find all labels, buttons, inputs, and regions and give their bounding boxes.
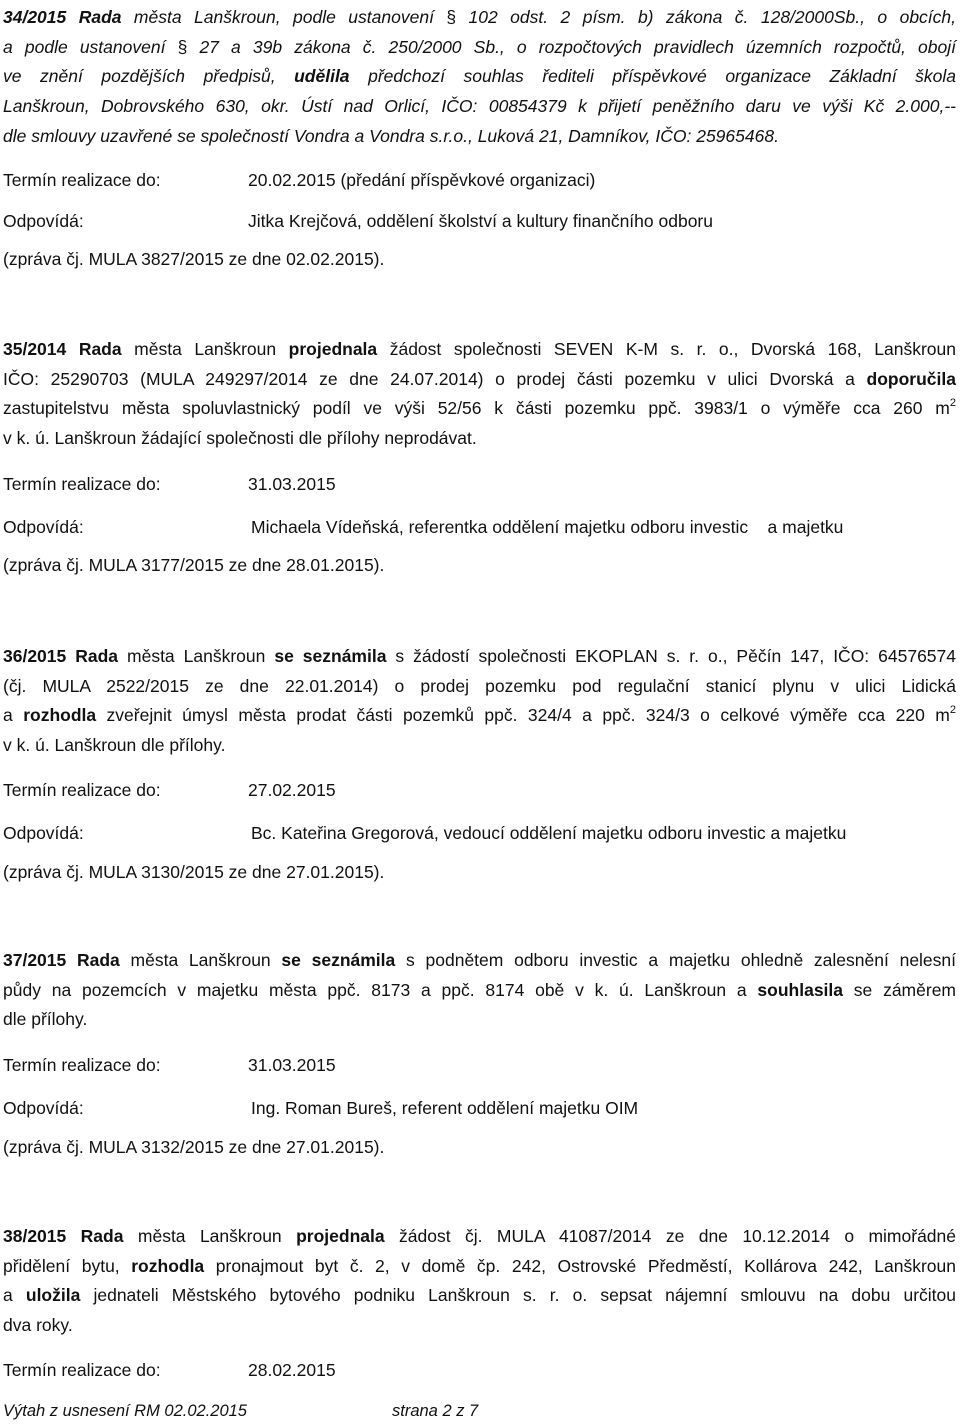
bold-run: 35/2014 Rada [3, 339, 122, 359]
text-run: se záměrem [843, 979, 956, 1000]
text-line [3, 3, 956, 33]
bold-run: uložila [25, 1285, 81, 1306]
responsible-value: Ing. Roman Bureš, referent oddělení majetku OIM [251, 1098, 639, 1118]
resolution-34-text [3, 3, 956, 152]
resolution-35-report: (zpráva čj. MULA 3177/2015 ze dne 28.01.2015). [3, 555, 385, 575]
responsible-value: Bc. Kateřina Gregorová, vedoucí oddělení majetku odboru investic a majetku [251, 823, 847, 843]
text-run: v k. ú. Lanškroun dle přílohy. [3, 735, 226, 756]
text-line [3, 365, 956, 395]
text-run: žádost čj. MULA 41087/2014 ze dne 10.12.2014 o mimořádné [384, 1226, 956, 1246]
document-page [3, 0, 956, 1425]
text-line [3, 92, 956, 122]
text-line [3, 33, 956, 63]
text-run: města Lanškroun [118, 646, 275, 666]
bold-run: souhlasila [757, 979, 844, 1000]
bold-run: 36/2015 Rada [3, 646, 119, 666]
text-line [3, 394, 956, 424]
responsible-label: Odpovídá: [3, 823, 84, 843]
footer-page-number: strana 2 z 7 [392, 1402, 479, 1420]
superscript-run: 2 [949, 703, 956, 716]
text-run: zastupitelstvu města spoluvlastnický podíl ve výši 52/56 k části pozemku ppč. 3983/1 o výměře cca 260 m [3, 398, 950, 419]
deadline-label: Termín realizace do: [3, 170, 161, 190]
text-run: a [3, 1285, 26, 1306]
text-run: pronajmout byt č. 2, v domě čp. 242, Ostrovské Předměstí, Kollárova 242, Lanškroun [204, 1255, 956, 1276]
resolution-36-text [3, 642, 956, 761]
text-line [3, 731, 956, 761]
text-run: a podle ustanovení [3, 36, 178, 57]
responsible-label: Odpovídá: [3, 1098, 84, 1118]
text-line [3, 424, 956, 454]
resolution-34-report: (zpráva čj. MULA 3827/2015 ze dne 02.02.2015). [3, 249, 385, 269]
text-line [3, 122, 956, 152]
text-run: půdy na pozemcích v majetku města ppč. 8173 a ppč. 8174 obě v k. ú. Lanškroun a [3, 979, 758, 1000]
resolution-37-report: (zpráva čj. MULA 3132/2015 ze dne 27.01.2015). [3, 1137, 385, 1157]
text-line [3, 1005, 956, 1035]
resolution-35-text [3, 335, 956, 454]
bold-run: rozhodla [23, 705, 97, 726]
text-run: § [446, 7, 457, 27]
resolution-37-text [3, 946, 956, 1035]
bold-run: se seznámila [274, 646, 387, 666]
deadline-label: Termín realizace do: [3, 780, 161, 800]
resolution-36-report: (zpráva čj. MULA 3130/2015 ze dne 27.01.2015). [3, 862, 385, 882]
bold-run: 34/2015 Rada [3, 7, 122, 27]
text-run: přidělení bytu, [3, 1255, 132, 1276]
deadline-label: Termín realizace do: [3, 474, 161, 494]
deadline-value: 27.02.2015 [248, 780, 336, 800]
footer-document-title: Výtah z usnesení RM 02.02.2015 [3, 1402, 247, 1420]
bold-run: rozhodla [131, 1255, 205, 1276]
bold-run: 38/2015 Rada [3, 1226, 124, 1246]
text-run: dva roky. [3, 1315, 73, 1336]
text-run: města Lanškroun [121, 339, 289, 359]
text-run: dle smlouvy uzavřené se společností Vondra a Vondra s.r.o., Luková 21, Damníkov, IČO: 25965468. [3, 125, 779, 146]
bold-run: se seznámila [281, 950, 396, 970]
deadline-value: 28.02.2015 [248, 1360, 336, 1380]
text-run: města Lanškroun [123, 1226, 297, 1246]
responsible-value: Jitka Krejčová, oddělení školství a kultury finančního odboru [248, 211, 713, 231]
deadline-label: Termín realizace do: [3, 1360, 161, 1380]
page-footer [3, 1402, 479, 1421]
text-line [3, 701, 956, 731]
text-run: (čj. MULA 2522/2015 ze dne 22.01.2014) o prodej pozemku pod regulační stanicí plynu v ulici Lidická [3, 675, 956, 696]
text-run: města Lanškroun, podle ustanovení [121, 7, 447, 27]
text-line [3, 1281, 956, 1311]
bold-run: udělila [294, 66, 350, 87]
text-line [3, 642, 956, 672]
text-run: v k. ú. Lanškroun žádající společnosti dle přílohy neprodávat. [3, 428, 477, 449]
resolution-38-text [3, 1222, 956, 1341]
responsible-label: Odpovídá: [3, 211, 84, 231]
text-run: 27 a 39b zákona č. 250/2000 Sb., o rozpočtových pravidlech územních rozpočtů, obojí [187, 36, 956, 57]
bold-run: 37/2015 Rada [3, 950, 120, 970]
text-run: 102 odst. 2 písm. b) zákona č. 128/2000Sb., o obcích, [456, 7, 957, 27]
text-run: § [177, 36, 188, 57]
text-line [3, 1311, 956, 1341]
text-line [3, 62, 956, 92]
text-run: a [3, 705, 24, 726]
text-run: žádost společnosti SEVEN K-M s. r. o., Dvorská 168, Lanškroun [377, 339, 956, 359]
superscript-run: 2 [949, 396, 956, 409]
text-run: předchozí souhlas řediteli příspěvkové organizace Základní škola [349, 66, 956, 87]
responsible-label: Odpovídá: [3, 517, 84, 537]
deadline-value: 20.02.2015 (předání příspěvkové organizaci) [248, 170, 596, 190]
text-line [3, 976, 956, 1006]
bold-run: doporučila [866, 368, 956, 389]
deadline-value: 31.03.2015 [248, 1055, 336, 1075]
text-run: IČO: 25290703 (MULA 249297/2014 ze dne 24.07.2014) o prodej části pozemku v ulici Dvorská a [3, 368, 867, 389]
text-line [3, 672, 956, 702]
text-run: s podnětem odboru investic a majetku ohledně zalesnění nelesní [395, 950, 957, 970]
bold-run: projednala [288, 339, 378, 359]
deadline-label: Termín realizace do: [3, 1055, 161, 1075]
text-run: zveřejnit úmysl města prodat části pozemků ppč. 324/4 a ppč. 324/3 o celkové výměře cca 220 m [96, 705, 950, 726]
text-line [3, 335, 956, 365]
text-run: ve znění pozdějších předpisů, [3, 66, 295, 87]
text-run: Lanškroun, Dobrovského 630, okr. Ústí nad Orlicí, IČO: 00854379 k přijetí peněžního daru ve výši Kč 2.000,-- [3, 96, 956, 117]
responsible-value: Michaela Vídeňská, referentka oddělení majetku odboru investic a majetku [251, 517, 844, 537]
text-line [3, 946, 956, 976]
text-line [3, 1222, 956, 1252]
text-run: s žádostí společnosti EKOPLAN s. r. o., Pěčín 147, IČO: 64576574 [386, 646, 957, 666]
text-line [3, 1252, 956, 1282]
text-run: jednateli Městského bytového podniku Lanškroun s. r. o. sepsat nájemní smlouvu na dobu určitou [80, 1285, 956, 1306]
bold-run: projednala [296, 1226, 385, 1246]
text-run: města Lanškroun [119, 950, 282, 970]
text-run: dle přílohy. [3, 1009, 88, 1030]
deadline-value: 31.03.2015 [248, 474, 336, 494]
